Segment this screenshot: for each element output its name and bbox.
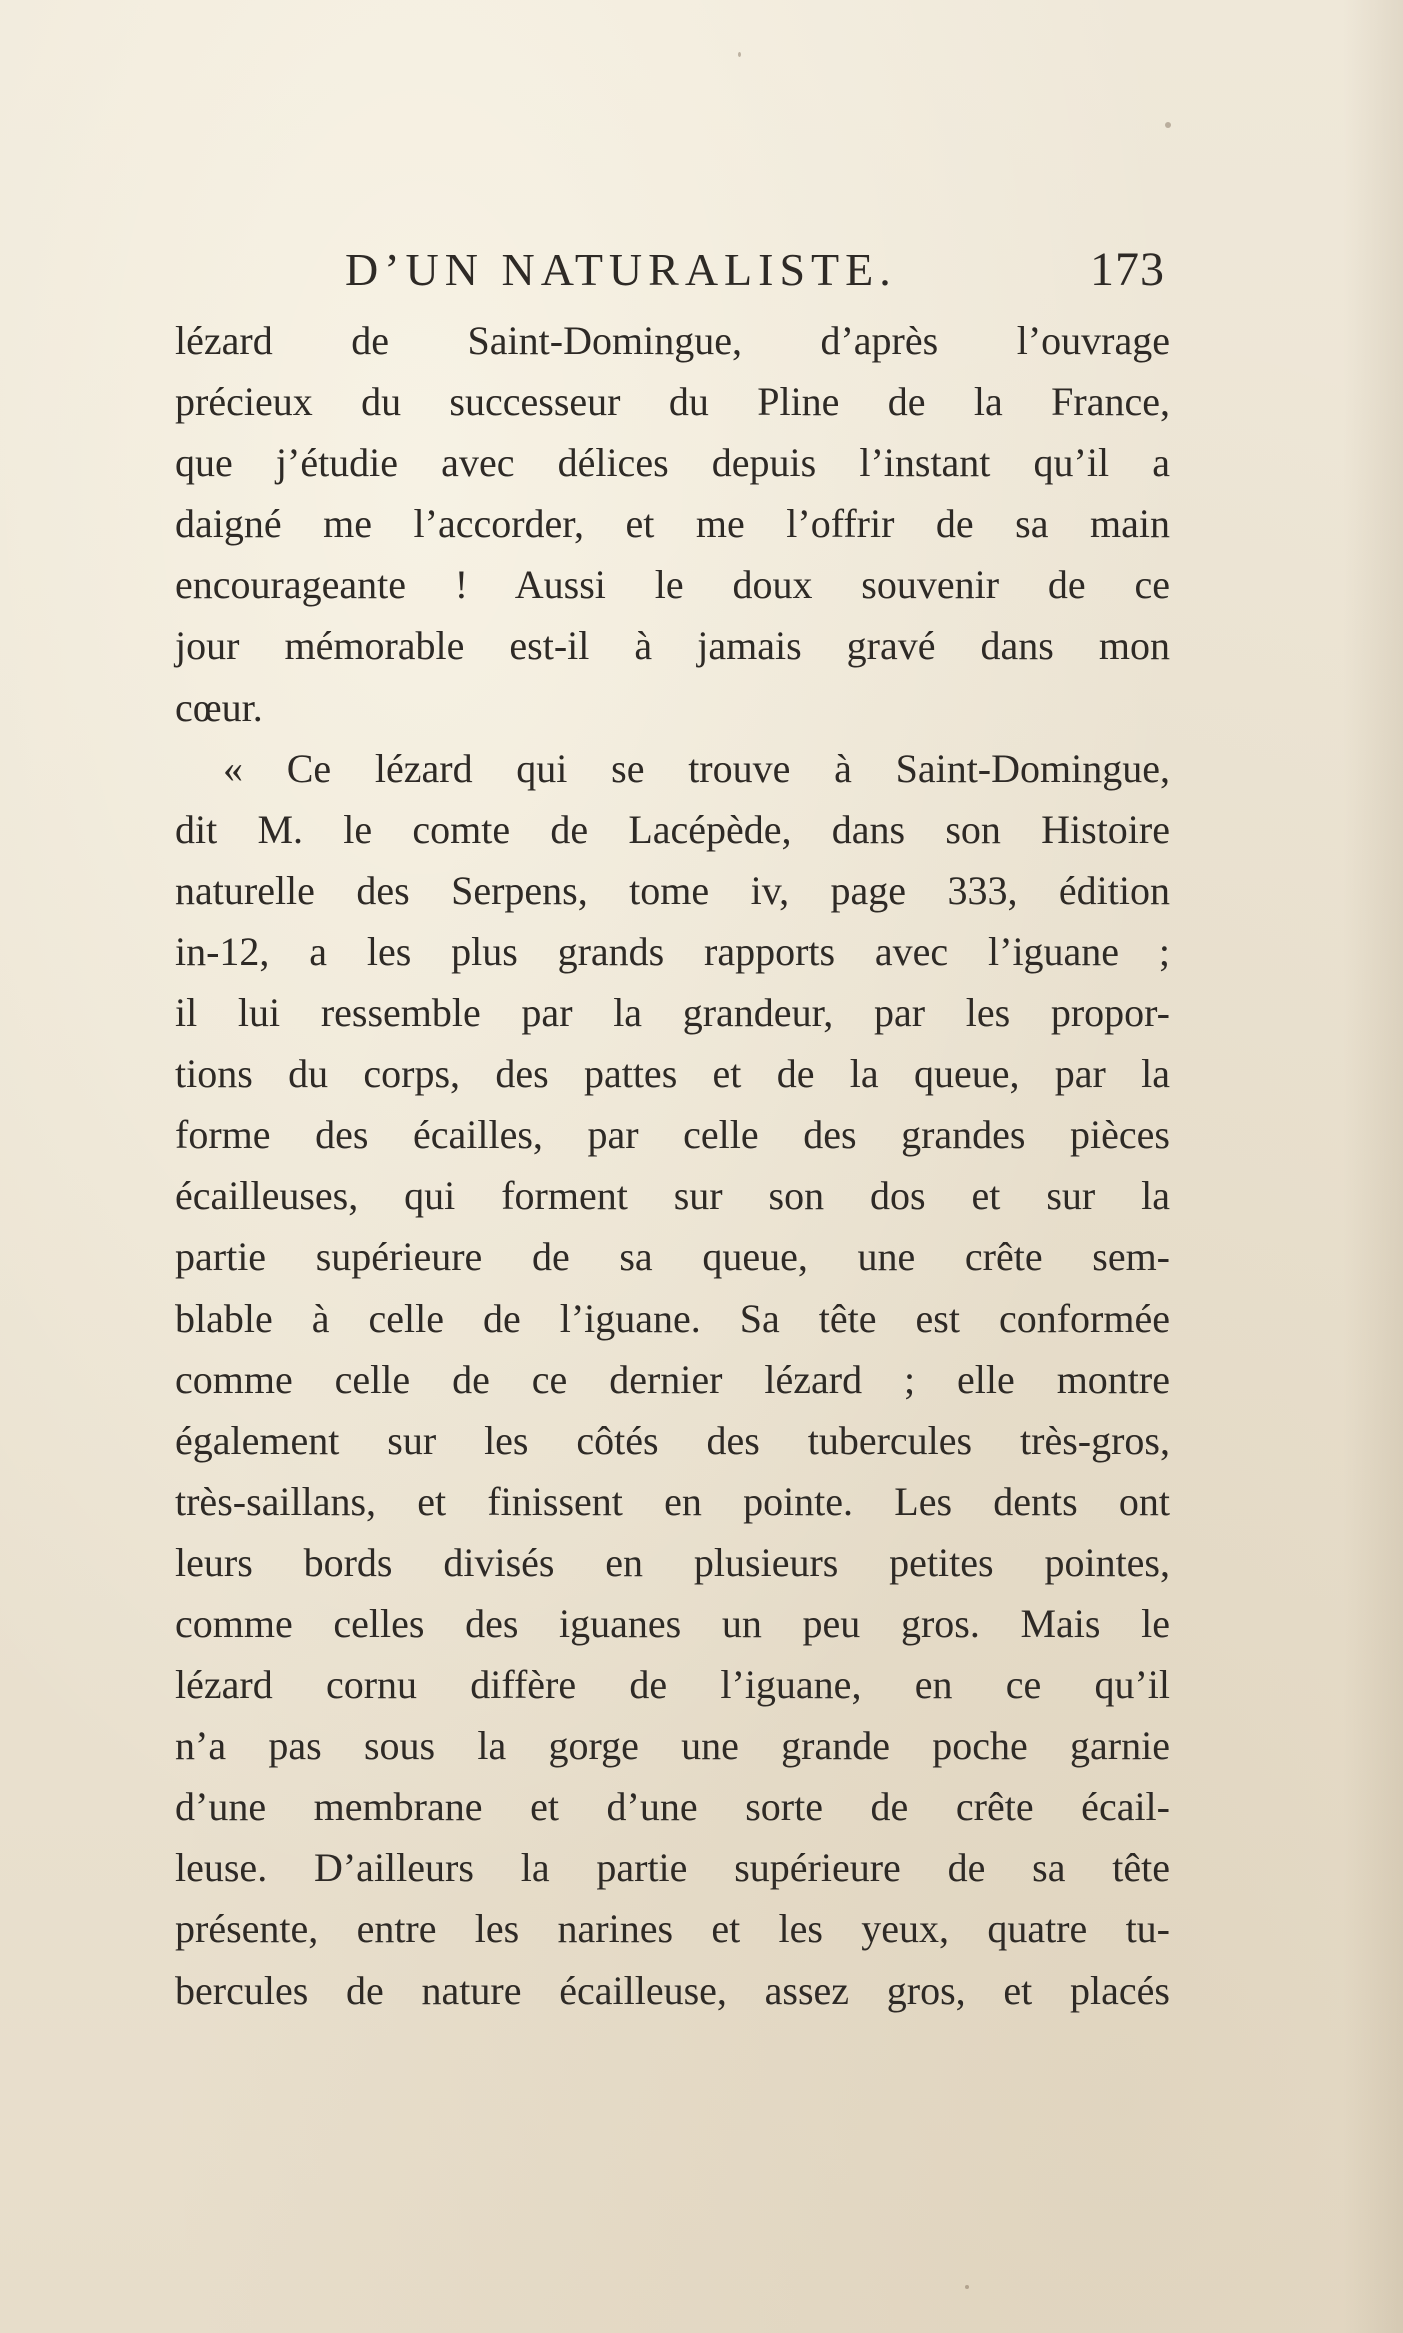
page-edge-shadow	[1343, 0, 1403, 2333]
text-line: précieux du successeur du Pline de la France,	[175, 379, 1170, 425]
text-line: tions du corps, des pattes et de la queue, par la	[175, 1051, 1170, 1097]
text-line: « Ce lézard qui se trouve à Saint-Domingue,	[223, 745, 1170, 791]
text-line: cœur.	[175, 684, 263, 730]
text-line: partie supérieure de sa queue, une crête sem-	[175, 1234, 1170, 1280]
text-line: il lui ressemble par la grandeur, par les propor-	[175, 990, 1170, 1036]
text-line: lézard de Saint-Domingue, d’après l’ouvrage	[175, 318, 1170, 363]
text-line: leuse. D’ailleurs la partie supérieure de sa tête	[175, 1845, 1170, 1891]
page-number: 173	[1090, 243, 1165, 296]
text-line: encourageante ! Aussi le doux souvenir de ce	[175, 562, 1170, 608]
text-line: écailleuses, qui forment sur son dos et sur la	[175, 1173, 1170, 1219]
text-line: que j’étudie avec délices depuis l’instant qu’il a	[175, 440, 1170, 486]
text-line: forme des écailles, par celle des grandes pièces	[175, 1112, 1170, 1158]
text-line: naturelle des Serpens, tome iv, page 333, édition	[175, 867, 1170, 913]
text-line: bercules de nature écailleuse, assez gros, et placés	[175, 1967, 1170, 2013]
paper-speck	[738, 52, 741, 57]
text-line: jour mémorable est-il à jamais gravé dans mon	[175, 623, 1170, 669]
text-line: daigné me l’accorder, et me l’offrir de sa main	[175, 501, 1170, 547]
text-line: dit M. le comte de Lacépède, dans son Histoire	[175, 806, 1170, 852]
text-line: présente, entre les narines et les yeux, quatre tu-	[175, 1906, 1170, 1952]
text-line: blable à celle de l’iguane. Sa tête est conformée	[175, 1295, 1170, 1341]
text-line: également sur les côtés des tubercules très-gros,	[175, 1417, 1170, 1463]
text-line: lézard cornu diffère de l’iguane, en ce qu’il	[175, 1662, 1170, 1708]
running-title: D’UN NATURALISTE.	[345, 244, 897, 295]
text-line: comme celle de ce dernier lézard ; elle montre	[175, 1356, 1170, 1402]
text-line: d’une membrane et d’une sorte de crête écail-	[175, 1784, 1170, 1830]
text-line: comme celles des iguanes un peu gros. Mais le	[175, 1600, 1170, 1646]
text-line: n’a pas sous la gorge une grande poche garnie	[175, 1723, 1170, 1769]
text-line: leurs bords divisés en plusieurs petites pointes,	[175, 1539, 1170, 1585]
text-line: très-saillans, et finissent en pointe. Les dents ont	[175, 1478, 1170, 1524]
paper-speck	[965, 2285, 969, 2289]
running-header	[345, 240, 1165, 300]
text-line: in-12, a les plus grands rapports avec l’iguane ;	[175, 928, 1170, 974]
paper-speck	[1165, 122, 1171, 128]
body-text	[175, 310, 1170, 2021]
